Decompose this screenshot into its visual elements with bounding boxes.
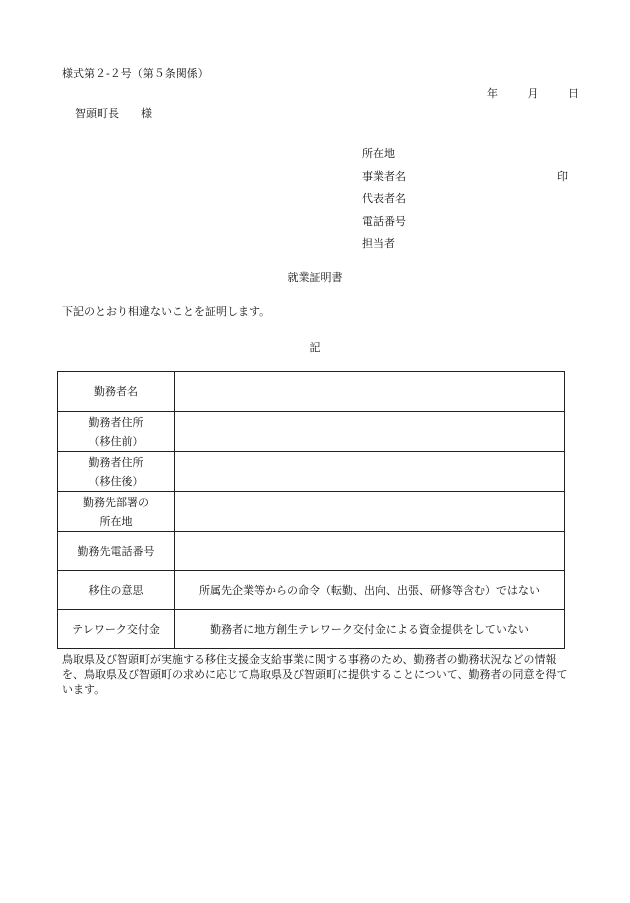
row-value-field[interactable] — [175, 532, 565, 571]
row-label-line: （移住後） — [88, 474, 144, 488]
row-label-line: （移住前） — [88, 434, 144, 448]
row-value-field[interactable] — [175, 372, 565, 412]
row-label — [58, 372, 175, 412]
issuer-field-phone — [362, 216, 572, 239]
row-label — [58, 610, 175, 649]
row-label-line: 勤務先電話番号 — [77, 544, 155, 558]
certification-statement: 下記のとおり相違ないことを証明します。 — [62, 305, 271, 318]
table-row — [58, 610, 565, 649]
row-label-line: 所在地 — [99, 514, 133, 528]
row-label-line: 勤務者住所 — [88, 415, 144, 429]
row-label-line: テレワーク交付金 — [72, 622, 160, 636]
issuer-field-representative — [362, 193, 572, 216]
row-label — [58, 532, 175, 571]
table-row — [58, 372, 565, 412]
date-year: 年 — [487, 87, 498, 100]
issuer-field-label: 所在地 — [362, 147, 395, 160]
date-month: 月 — [527, 87, 539, 100]
document-title: 就業証明書 — [287, 271, 343, 284]
row-label — [58, 412, 175, 452]
date-line — [487, 88, 579, 99]
issuer-field-label: 事業者名 — [362, 169, 406, 183]
issuer-block — [362, 148, 572, 261]
addressee-honorific: 様 — [141, 107, 152, 120]
row-label-line: 移住の意思 — [88, 583, 144, 597]
table-row — [58, 492, 565, 532]
row-value-field[interactable] — [175, 492, 565, 532]
row-label — [58, 452, 175, 492]
issuer-field-label: 担当者 — [362, 237, 395, 250]
addressee-name: 智頭町長 — [75, 107, 119, 120]
row-label — [58, 571, 175, 610]
row-label-line: 勤務者住所 — [88, 455, 144, 469]
row-label-line: 勤務先部署の — [83, 495, 149, 509]
table-row — [58, 532, 565, 571]
issuer-field-label: 代表者名 — [362, 192, 406, 205]
issuer-field-company — [362, 171, 572, 194]
form-number: 様式第２-２号（第５条関係） — [62, 67, 209, 80]
table-row — [58, 412, 565, 452]
ki-heading: 記 — [309, 341, 321, 354]
issuer-field-address — [362, 148, 572, 171]
table-row — [58, 571, 565, 610]
seal-mark: 印 — [557, 169, 568, 183]
issuer-field-contact — [362, 238, 572, 261]
row-label — [58, 492, 175, 532]
consent-note: 鳥取県及び智頭町が実施する移住支援金支給事業に関する事務のため、勤務者の勤務状況などの情報を、鳥取県及び智頭町の求めに応じて鳥取県及び智頭町に提供することについて、勤務者の同意を得ています。 — [62, 653, 568, 696]
row-value-field[interactable] — [175, 452, 565, 492]
date-day: 日 — [568, 87, 579, 100]
issuer-field-label: 電話番号 — [362, 214, 406, 228]
row-label-line: 勤務者名 — [94, 385, 138, 398]
employment-certificate-table — [57, 371, 565, 649]
addressee — [75, 108, 152, 119]
row-value-field[interactable] — [175, 412, 565, 452]
row-value-text: 勤務者に地方創生テレワーク交付金による資金提供をしていない — [175, 610, 565, 649]
table-row — [58, 452, 565, 492]
row-value-text: 所属先企業等からの命令（転勤、出向、出張、研修等含む）ではない — [175, 571, 565, 610]
